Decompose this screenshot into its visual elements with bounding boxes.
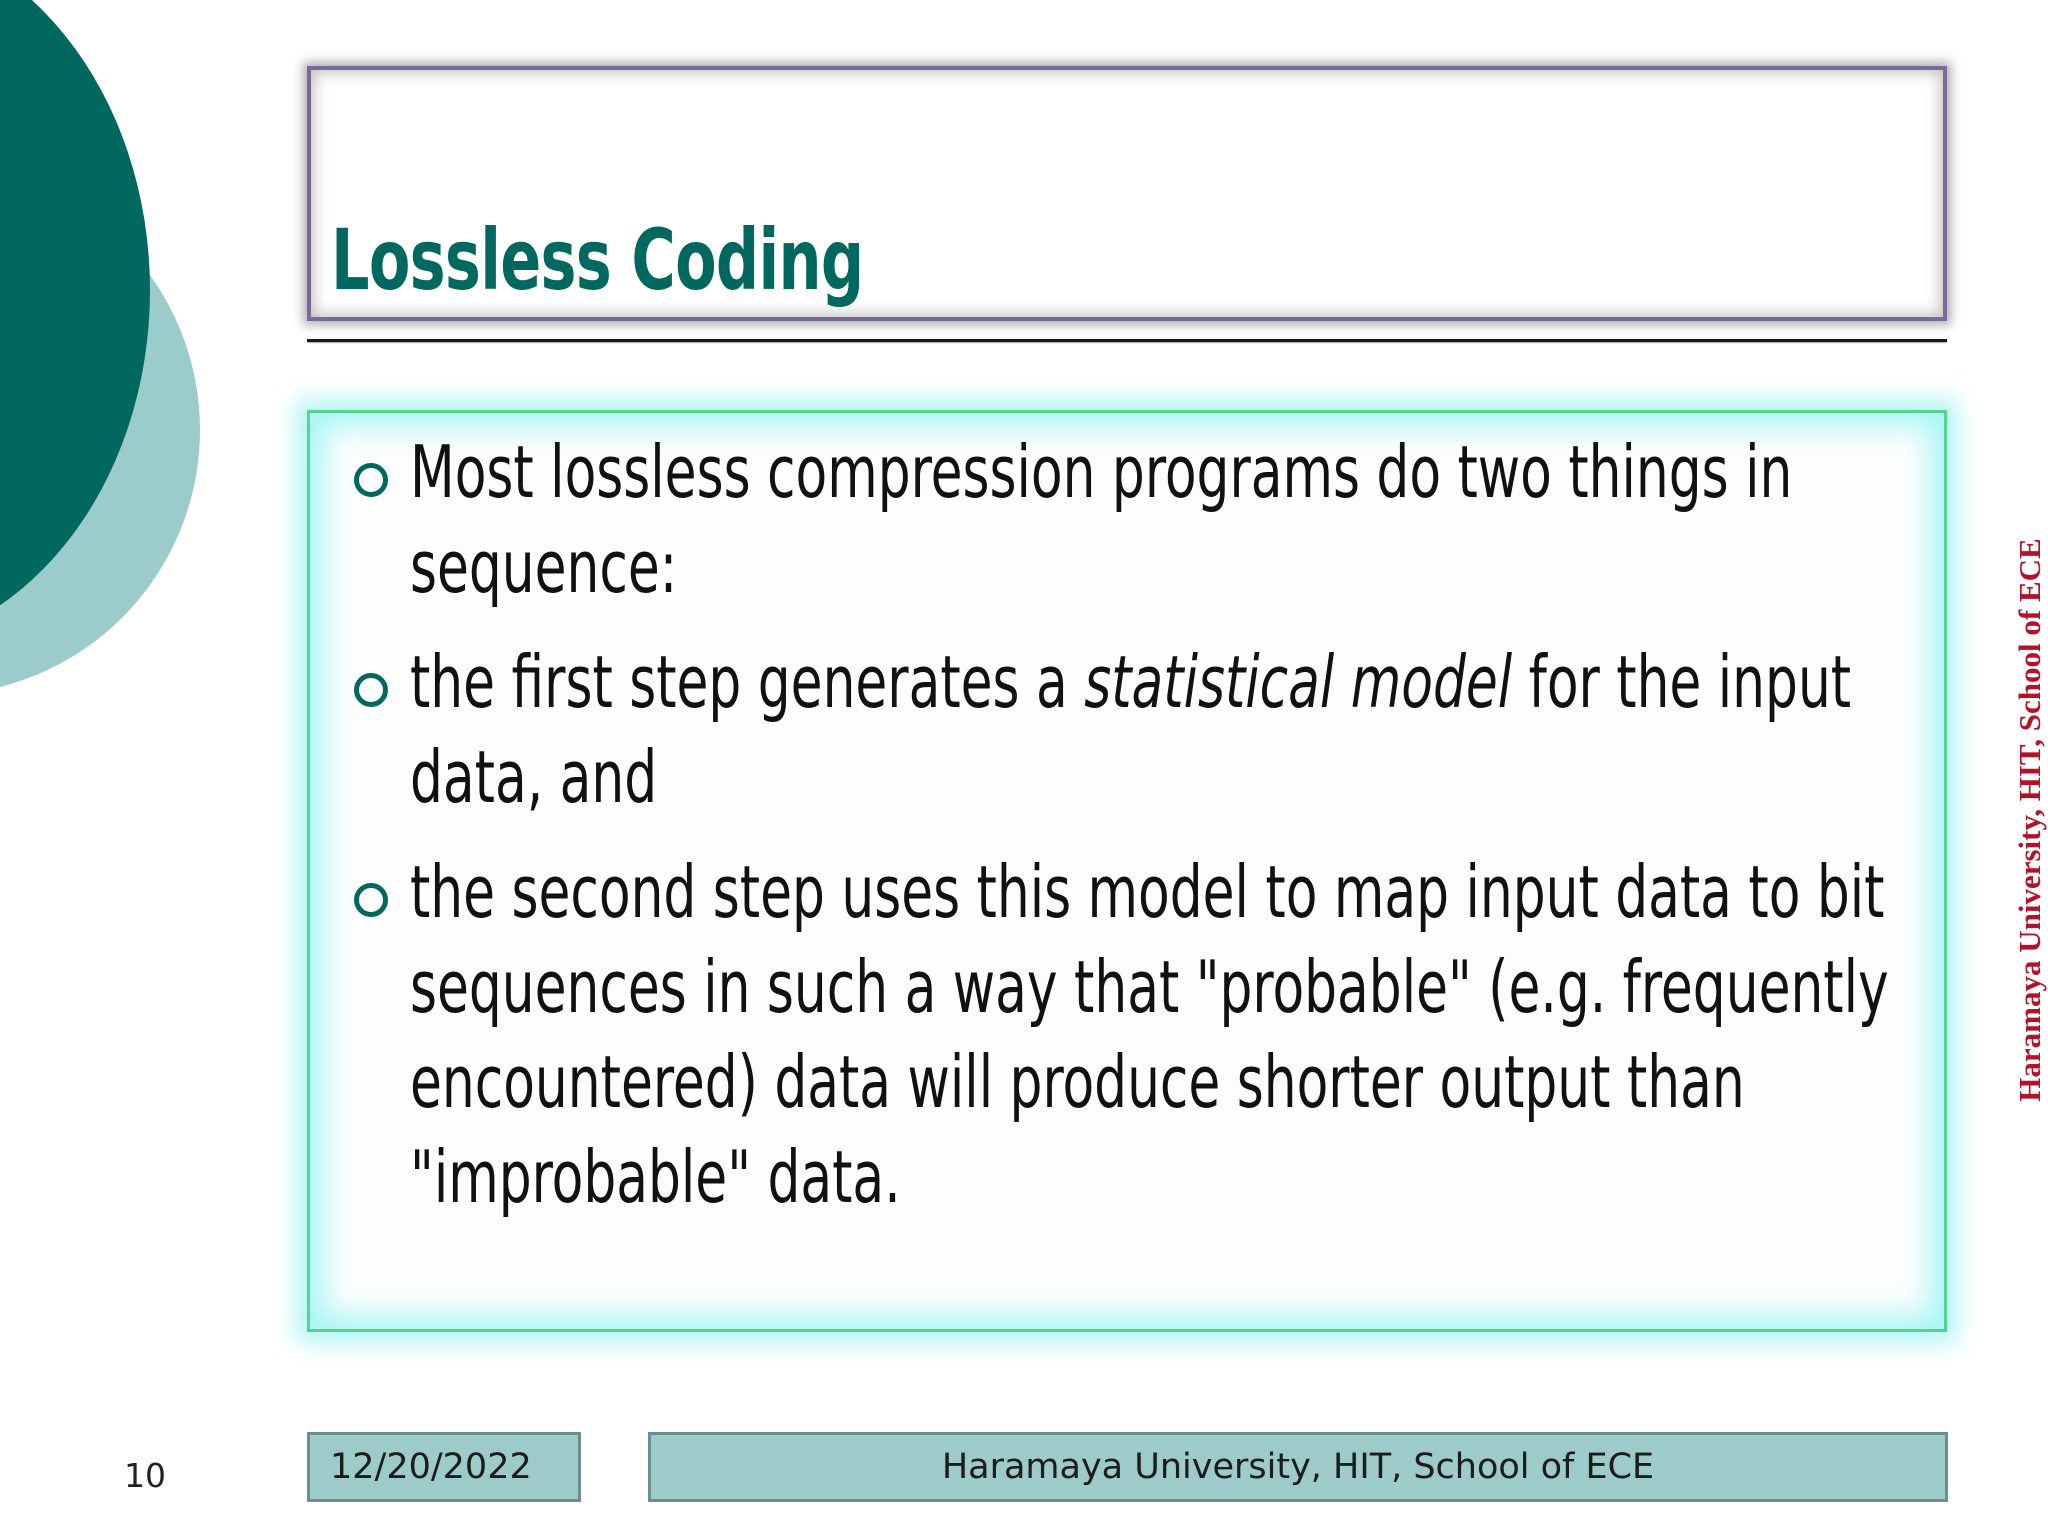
circle-bullet-icon [354, 673, 388, 707]
title-divider [307, 339, 1947, 342]
slide-number: 10 [124, 1456, 166, 1495]
bullet-text-part: for the input data, and [410, 640, 1852, 819]
bullet-emphasis: statistical model [1084, 640, 1513, 724]
bullet-item [330, 425, 1910, 615]
circle-bullet-icon [354, 883, 388, 917]
bullet-text-part: the first step generates a [410, 640, 1085, 724]
title-box [307, 66, 1947, 321]
content-box [307, 410, 1947, 1332]
slide-title: Lossless Coding [331, 211, 864, 309]
circle-bullet-icon [354, 463, 388, 497]
bullet-item [330, 635, 1910, 825]
footer-organization: Haramaya University, HIT, School of ECE [648, 1432, 1948, 1502]
bullet-text: Most lossless compression programs do two things in sequence: [410, 430, 1793, 609]
bullet-text: the second step uses this model to map input data to bit sequences in such a way that "probable" (e.g. frequently encountered) data will produce shorter output than "improbable" data. [410, 850, 1889, 1219]
bullet-list [330, 425, 1910, 1245]
bullet-text [410, 635, 1930, 825]
side-institution-label: Haramaya University, HIT, School of ECE [2012, 538, 2047, 1102]
footer-date: 12/20/2022 [307, 1432, 581, 1502]
bullet-item [330, 845, 1910, 1225]
